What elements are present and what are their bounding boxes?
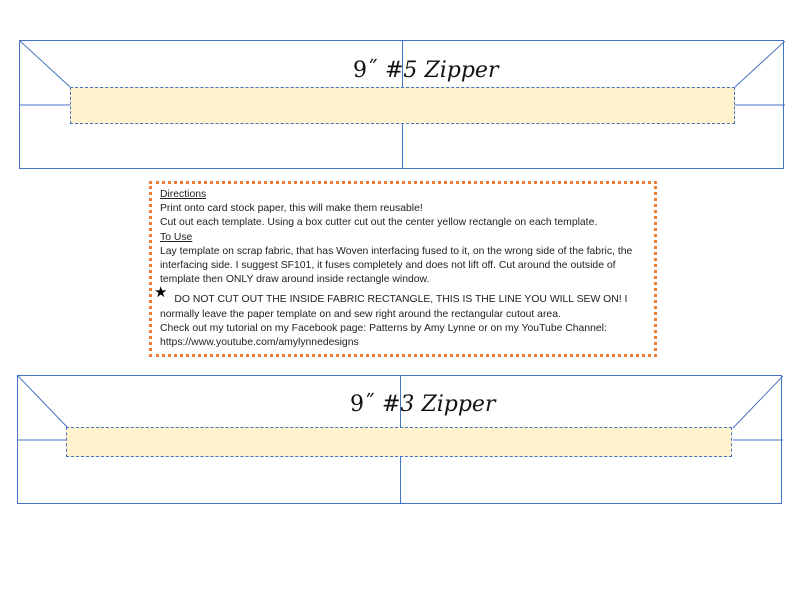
template-size: 9˝: [353, 58, 378, 83]
template-number: #3: [382, 392, 415, 417]
direction-line-1: Print onto card stock paper, this will make them reusable!: [160, 203, 423, 215]
template-word: Zipper: [424, 58, 499, 83]
directions-box: [149, 181, 657, 357]
cutout-window: [66, 427, 732, 457]
to-use-paragraph: Lay template on scrap fabric, that has Woven interfacing fused to it, on the wrong side of the fabric, the interfacing side. I suggest SF101, it fuses completely and does not lift off. Cut around the outside of template then ONLY draw around inside rectangle window.: [160, 245, 633, 286]
cutout-window: [70, 87, 735, 124]
zipper-template-5: [19, 40, 784, 169]
template-size: 9˝: [350, 392, 375, 417]
youtube-url: https://www.youtube.com/amylynnedesigns: [160, 337, 359, 349]
template-word: Zipper: [421, 392, 496, 417]
tutorial-text: Check out my tutorial on my Facebook page: Patterns by Amy Lynne or on my YouTube Channel:: [160, 322, 607, 334]
warning-paragraph: [154, 284, 646, 321]
template-number: #5: [385, 58, 418, 83]
warning-text: DO NOT CUT OUT THE INSIDE FABRIC RECTANGLE, THIS IS THE LINE YOU WILL SEW ON! I normally leave the paper template on and sew right around the rectangular cutout area.: [160, 294, 628, 320]
directions-heading: Directions: [160, 189, 207, 200]
direction-line-2: Cut out each template. Using a box cutter cut out the center yellow rectangle on each template.: [160, 217, 598, 229]
template-title: [350, 394, 495, 416]
to-use-heading: To Use: [160, 231, 193, 243]
template-title: [353, 60, 498, 82]
zipper-template-3: [17, 375, 782, 504]
star-icon: ★: [154, 284, 168, 302]
